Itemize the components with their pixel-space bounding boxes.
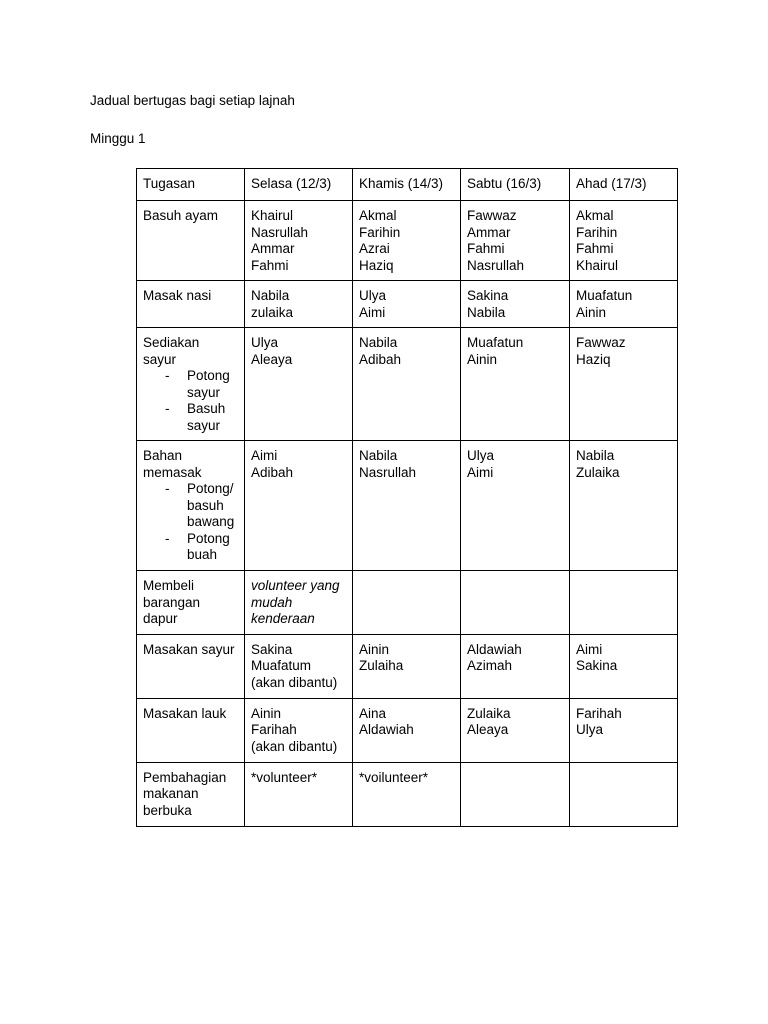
assignee-list [576, 642, 671, 675]
task-name-line: Pembahagian [143, 769, 227, 785]
subtask-dash: - [165, 401, 170, 416]
assignee-cell [570, 441, 678, 571]
assignee-list [359, 770, 454, 787]
task-name-line: makanan [143, 786, 199, 801]
table-row [137, 201, 678, 281]
assignee-cell [461, 762, 570, 826]
assignee-name: Azrai [359, 241, 390, 256]
subtask-dash [143, 498, 187, 515]
assignee-list [359, 448, 454, 481]
table-row [137, 281, 678, 328]
assignee-cell [570, 201, 678, 281]
assignee-name: Ainin [359, 641, 390, 657]
subtask-dash [143, 385, 187, 402]
assignee-list [467, 706, 563, 739]
subtask-item [143, 418, 238, 435]
subtask-text: sayur [187, 417, 221, 433]
task-cell [137, 201, 245, 281]
task-name [143, 208, 238, 225]
subtask-text: Potong [187, 368, 230, 383]
assignee-cell [353, 441, 461, 571]
task-name [143, 578, 238, 628]
column-header: Tugasan [137, 169, 245, 201]
assignee-cell [570, 328, 678, 441]
assignee-name: Aleaya [467, 722, 509, 737]
assignee-name: Ainin [251, 705, 282, 721]
subtask-text: sayur [187, 384, 221, 400]
assignee-cell [245, 698, 353, 762]
assignee-name: zulaika [251, 304, 294, 320]
assignee-name: Zulaika [576, 464, 620, 480]
assignee-list [359, 288, 454, 321]
assignee-list [251, 578, 346, 628]
assignee-name: Aimi [251, 448, 278, 463]
assignee-name: Sakina [576, 658, 618, 673]
assignee-name: Sakina [467, 288, 509, 303]
assignee-name: Akmal [576, 208, 614, 223]
assignee-name: Khairul [576, 257, 619, 273]
assignee-cell [245, 441, 353, 571]
assignee-name: Nasrullah [359, 464, 417, 480]
assignee-list [251, 335, 346, 368]
table-row [137, 571, 678, 635]
table-row [137, 441, 678, 571]
task-name-line: Basuh ayam [143, 208, 219, 223]
assignee-cell [461, 698, 570, 762]
assignee-cell [461, 281, 570, 328]
task-name-line: Masakan sayur [143, 641, 235, 657]
task-name-line: Masak nasi [143, 288, 212, 303]
assignee-cell [353, 328, 461, 441]
assignee-list [576, 288, 671, 321]
assignee-name: Sakina [251, 641, 293, 657]
subtask-list [143, 368, 238, 434]
task-name-line: barangan [143, 594, 201, 610]
assignee-name: Fahmi [251, 257, 289, 273]
table-row [137, 698, 678, 762]
task-name-line: dapur [143, 611, 178, 626]
assignee-cell [570, 762, 678, 826]
subtask-item [143, 498, 238, 515]
assignee-list [251, 642, 346, 692]
assignee-list [251, 770, 346, 787]
assignee-name: Ulya [467, 448, 495, 463]
assignee-name: Nabila [467, 304, 506, 320]
assignee-name: Aimi [467, 464, 494, 480]
assignee-name: (akan dibantu) [251, 738, 338, 754]
assignee-name: Ulya [251, 335, 279, 350]
assignee-name: Zulaiha [359, 658, 404, 673]
assignee-name: Ainin [467, 351, 498, 367]
assignee-name: Fawwaz [467, 208, 517, 223]
subtask-dash [143, 547, 187, 564]
assignee-name: Ulya [576, 722, 604, 737]
task-name [143, 770, 238, 820]
assignee-name: Haziq [576, 351, 611, 367]
task-name-line: Masakan lauk [143, 705, 227, 721]
task-name-line: berbuka [143, 802, 192, 818]
assignee-name: Farihah [576, 705, 622, 721]
assignee-name: Aleaya [251, 351, 293, 367]
task-name [143, 706, 238, 723]
assignee-name: Nabila [576, 448, 615, 463]
assignee-cell [353, 634, 461, 698]
task-name [143, 288, 238, 305]
assignee-list [251, 288, 346, 321]
assignee-list [251, 706, 346, 756]
assignee-list [576, 208, 671, 274]
assignee-name: mudah [251, 594, 293, 610]
subtask-dash [143, 514, 187, 531]
assignee-cell [353, 698, 461, 762]
assignee-name: Aimi [359, 304, 386, 320]
assignee-cell [245, 281, 353, 328]
task-name [143, 642, 238, 659]
task-name [143, 448, 238, 481]
task-name-line: Membeli [143, 578, 195, 593]
assignee-cell [461, 634, 570, 698]
task-cell [137, 328, 245, 441]
assignee-list [467, 335, 563, 368]
assignee-list [467, 288, 563, 321]
subtask-text: Potong [187, 530, 230, 546]
subtask-text: Basuh [187, 401, 226, 416]
assignee-list [359, 208, 454, 274]
task-cell [137, 634, 245, 698]
assignee-name: Nabila [251, 288, 290, 303]
assignee-name: Khairul [251, 208, 294, 223]
task-name-line: Bahan [143, 448, 183, 463]
table-header-row [137, 169, 678, 201]
assignee-cell [245, 571, 353, 635]
assignee-name: Farihin [576, 224, 618, 240]
assignee-name: volunteer yang [251, 578, 340, 593]
assignee-list [576, 448, 671, 481]
assignee-name: *voilunteer* [359, 769, 429, 785]
assignee-name: Zulaika [467, 705, 511, 721]
subtask-item [143, 547, 238, 564]
assignee-name: Nabila [359, 335, 398, 350]
subtask-text: basuh [187, 497, 224, 513]
task-cell [137, 762, 245, 826]
task-cell [137, 441, 245, 571]
assignee-cell [461, 201, 570, 281]
assignee-name: Farihah [251, 722, 297, 737]
task-name-line: Sediakan [143, 335, 200, 350]
assignee-cell [570, 281, 678, 328]
assignee-name: Muafatun [576, 288, 633, 303]
assignee-cell [570, 634, 678, 698]
subtask-item [143, 401, 238, 418]
assignee-name: Azimah [467, 658, 513, 673]
assignee-name: Nasrullah [467, 257, 525, 273]
assignee-name: Aina [359, 705, 387, 721]
subtask-dash: - [165, 530, 170, 546]
assignee-name: Fahmi [467, 241, 505, 256]
assignee-name: Farihin [359, 224, 401, 240]
assignee-name: Adibah [251, 464, 294, 480]
week-label: Minggu 1 [90, 131, 146, 146]
assignee-name: Muafatun [467, 335, 524, 350]
assignee-cell [245, 634, 353, 698]
assignee-cell [570, 571, 678, 635]
assignee-name: Nabila [359, 448, 398, 463]
assignee-name: Haziq [359, 257, 394, 273]
task-name-line: sayur [143, 351, 177, 367]
assignee-list [359, 706, 454, 739]
subtask-item [143, 531, 238, 548]
assignee-name: Aimi [576, 641, 603, 657]
assignee-list [251, 448, 346, 481]
assignee-name: Adibah [359, 351, 402, 367]
assignee-name: *volunteer* [251, 769, 318, 785]
assignee-name: Akmal [359, 208, 397, 223]
assignee-cell [461, 441, 570, 571]
task-name [143, 335, 238, 368]
assignee-name: kenderaan [251, 611, 315, 626]
assignee-name: Ulya [359, 288, 387, 303]
assignee-cell [570, 698, 678, 762]
assignee-name: Fahmi [576, 241, 614, 256]
assignee-name: Muafatum [251, 658, 312, 673]
assignee-name: Aldawiah [467, 641, 522, 657]
column-header: Selasa (12/3) [245, 169, 353, 201]
column-header: Sabtu (16/3) [461, 169, 570, 201]
document-title: Jadual bertugas bagi setiap lajnah [90, 93, 295, 108]
assignee-cell [353, 201, 461, 281]
assignee-name: Fawwaz [576, 335, 626, 350]
assignee-list [467, 642, 563, 675]
assignee-list [467, 448, 563, 481]
assignee-list [467, 208, 563, 274]
assignee-cell [353, 571, 461, 635]
assignee-name: (akan dibantu) [251, 674, 338, 690]
assignee-cell [461, 571, 570, 635]
assignee-list [359, 335, 454, 368]
subtask-item [143, 514, 238, 531]
assignee-name: Ammar [467, 224, 511, 240]
assignee-cell [461, 328, 570, 441]
assignee-cell [245, 201, 353, 281]
subtask-dash: - [165, 481, 170, 496]
assignee-name: Nasrullah [251, 224, 309, 240]
table-row [137, 634, 678, 698]
subtask-dash: - [165, 368, 170, 383]
subtask-text: bawang [187, 514, 235, 529]
task-cell [137, 281, 245, 328]
assignee-list [359, 642, 454, 675]
assignee-list [251, 208, 346, 274]
assignee-cell [353, 281, 461, 328]
assignee-list [576, 335, 671, 368]
assignee-name: Aldawiah [359, 722, 414, 737]
assignee-name: Ainin [576, 304, 607, 320]
subtask-dash [143, 418, 187, 435]
subtask-item [143, 481, 238, 498]
column-header: Khamis (14/3) [353, 169, 461, 201]
subtask-text: Potong/ [187, 481, 234, 496]
duty-roster-table [136, 168, 678, 827]
assignee-name: Ammar [251, 241, 295, 256]
task-cell [137, 698, 245, 762]
subtask-item [143, 385, 238, 402]
task-name-line: memasak [143, 464, 202, 480]
column-header: Ahad (17/3) [570, 169, 678, 201]
table-row [137, 762, 678, 826]
assignee-cell [245, 762, 353, 826]
subtask-item [143, 368, 238, 385]
assignee-cell [353, 762, 461, 826]
assignee-list [576, 706, 671, 739]
task-cell [137, 571, 245, 635]
assignee-cell [245, 328, 353, 441]
subtask-list [143, 481, 238, 564]
subtask-text: buah [187, 547, 218, 562]
table-row [137, 328, 678, 441]
